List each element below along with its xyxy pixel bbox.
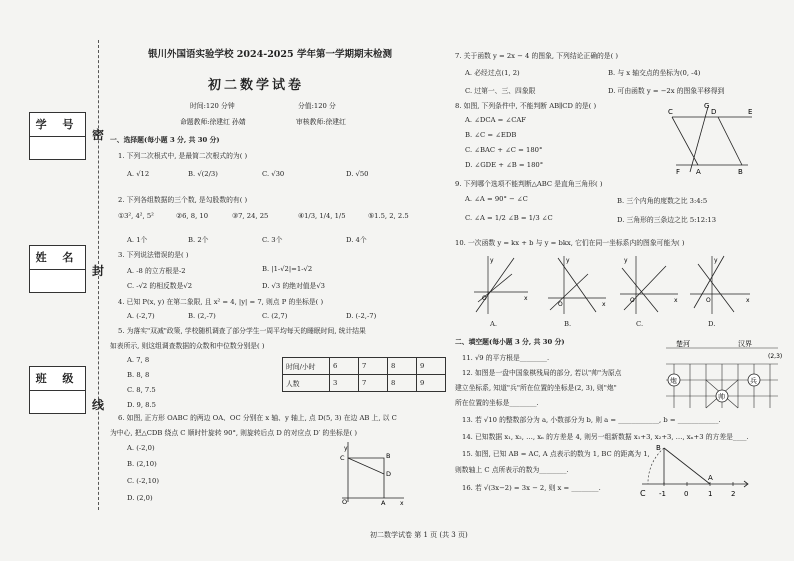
chess-bing: 兵: [750, 377, 757, 385]
q5: 5. 为落实"双减"政策, 学校随机调查了部分学生一周平均每天的睡眠时间, 统计结果: [118, 327, 366, 335]
q2: 2. 下列各组数据的三个数, 是勾股数的有( ): [118, 196, 248, 204]
svg-text:x: x: [674, 297, 678, 304]
q6-opt-b: B. (2,10): [127, 460, 157, 468]
fig-label-e: E: [748, 108, 753, 116]
numline-1: 1: [708, 490, 713, 498]
student-id-label: 学 号: [30, 113, 85, 137]
section-fill: 二、填空题(每小题 3 分, 共 30 分): [455, 338, 565, 346]
q15-cont: 则数轴上 C 点所表示的数为________.: [455, 466, 569, 474]
q4: 4. 已知 P(x, y) 在第二象限, 且 x² = 4, |y| = 7, 则点 P 的坐标是( ): [118, 298, 324, 306]
svg-text:D: D: [386, 470, 392, 478]
q2-opt-b: B. 2个: [188, 236, 209, 244]
q2-opt-d: D. 4个: [346, 236, 367, 244]
seal-char-mi: 密: [92, 128, 105, 142]
q1-opt-b: B. √(2/3): [188, 170, 218, 178]
q4-opt-d: D. (-2,-7): [346, 312, 377, 320]
q3-opt-d: D. √3 的绝对值是√3: [262, 282, 325, 290]
table-cell: 9: [417, 375, 446, 392]
table-row: [283, 358, 446, 375]
svg-text:C: C: [340, 454, 345, 462]
svg-text:x: x: [746, 297, 750, 304]
svg-text:y: y: [344, 445, 348, 452]
q2-opt-c: C. 3个: [262, 236, 283, 244]
q13: 13. 若 √10 的整数部分为 a, 小数部分为 b, 则 a = ____________, b = ____________.: [462, 416, 721, 424]
q9-opt-c: C. ∠A = 1/2 ∠B = 1/3 ∠C: [465, 214, 553, 222]
numline-b: B: [656, 444, 661, 452]
svg-text:x: x: [400, 500, 404, 507]
q5-cont: 如表所示, 则这组调查数据的众数和中位数分别是( ): [110, 342, 265, 350]
q12-cont2: 所在位置的坐标是________.: [455, 399, 539, 407]
q10-graph-a: [474, 256, 528, 314]
q1-opt-c: C. √30: [262, 170, 285, 178]
q1: 1. 下列二次根式中, 是最简二次根式的为( ): [118, 152, 248, 160]
svg-text:O: O: [630, 297, 635, 304]
table-cell: 7: [359, 375, 388, 392]
q5-opt-b: B. 8, 8: [127, 371, 150, 379]
q8-opt-c: C. ∠BAC + ∠C = 180°: [465, 146, 543, 154]
numline-2: 2: [731, 490, 736, 498]
q4-opt-a: A. (-2,7): [127, 312, 155, 320]
reviewer: 审核教师:徐建红: [296, 118, 346, 126]
section-choice: 一、选择题(每小题 3 分, 共 30 分): [110, 136, 220, 144]
q3-opt-b: B. |1-√2|=1-√2: [262, 265, 313, 273]
q1-opt-a: A. √12: [127, 170, 150, 178]
table-cell: 8: [388, 358, 417, 375]
q9: 9. 下列哪个选项不能判断△ABC 是直角三角形( ): [455, 180, 603, 188]
q6-figure: [336, 440, 408, 506]
chess-shuai: 帅: [718, 393, 725, 401]
svg-text:y: y: [490, 257, 494, 264]
q4-opt-c: C. (2,7): [262, 312, 288, 320]
chess-chu-label: 楚河: [676, 340, 690, 348]
table-cell: 时间/小时: [283, 358, 330, 375]
q2-item-2: ②6, 8, 10: [176, 212, 209, 220]
q10-label-a: A.: [490, 320, 498, 328]
q3-opt-a: A. -8 的立方根是-2: [127, 267, 186, 275]
q10-graph-c: [620, 256, 678, 314]
numline-0: 0: [684, 490, 689, 498]
q5-opt-d: D. 9, 8.5: [127, 401, 156, 409]
seal-char-feng: 封: [92, 264, 105, 278]
q3-opt-c: C. -√2 的相反数是√2: [127, 282, 193, 290]
q8-figure: [668, 100, 756, 176]
q11: 11. √9 的平方根是________.: [462, 354, 550, 362]
student-id-box: [29, 112, 86, 160]
fig-label-f: F: [676, 168, 681, 176]
table-cell: 人数: [283, 375, 330, 392]
q6-opt-d: D. (2,0): [127, 494, 153, 502]
numline-c: C: [640, 489, 646, 498]
table-cell: 7: [359, 358, 388, 375]
fig-label-d: D: [711, 108, 717, 116]
q6-opt-a: A. (-2,0): [127, 444, 155, 452]
q3: 3. 下列说法错误的是( ): [118, 251, 189, 259]
q2-item-5: ⑤1.5, 2, 2.5: [368, 212, 409, 220]
fig-label-a: A: [696, 168, 701, 176]
exam-title: 初二数学试卷: [208, 78, 305, 93]
student-name-label: 姓 名: [30, 246, 85, 270]
number-line-figure: [636, 440, 754, 498]
chess-pao: 炮: [670, 377, 677, 385]
q7: 7. 关于函数 y = 2x − 4 的图象, 下列结论正确的是( ): [455, 52, 619, 60]
q9-opt-b: B. 三个内角的度数之比 3:4:5: [617, 197, 708, 205]
q2-item-1: ①3², 4², 5²: [118, 212, 154, 220]
q6-cont: 为中心, 把△CDB 绕点 C 顺时针旋转 90°, 则旋转后点 D 的对应点 D′ 的坐标是( ): [110, 429, 358, 437]
svg-text:O: O: [482, 295, 487, 302]
svg-text:y: y: [624, 257, 628, 264]
q6: 6. 如图, 正方形 OABC 的两边 OA、OC 分别在 x 轴、y 轴上, 点 D(5, 3) 在边 AB 上, 以 C: [118, 414, 397, 422]
school-title: 银川外国语实验学校 2024-2025 学年第一学期期末检测: [148, 49, 392, 60]
exam-score: 分值:120 分: [298, 102, 336, 110]
q10: 10. 一次函数 y = kx + b 与 y = bkx, 它们在同一坐标系内的图象可能为( ): [455, 239, 685, 247]
q7-opt-a: A. 必经过点(1, 2): [465, 69, 520, 77]
class-box: [29, 366, 86, 414]
table-cell: 8: [388, 375, 417, 392]
table-cell: 6: [330, 358, 359, 375]
q10-label-c: C.: [636, 320, 644, 328]
q5-opt-a: A. 7, 8: [127, 356, 150, 364]
page-footer: 初二数学试卷 第 1 页 (共 3 页): [370, 531, 468, 539]
q12: 12. 如图是一盘中国象棋残局的部分, 若以"帅"为原点: [462, 369, 622, 377]
q12-cont1: 建立坐标系, 知道"兵"所在位置的坐标是(2, 3), 则"炮": [455, 384, 617, 392]
class-label: 班 级: [30, 367, 85, 391]
q16: 16. 若 √(3x−2) = 3x − 2, 则 x = ________.: [462, 484, 601, 492]
numline-a: A: [708, 474, 713, 482]
author: 命题教师:徐建红 孙婧: [180, 118, 246, 126]
q10-graphs: [472, 254, 772, 316]
svg-text:y: y: [714, 257, 718, 264]
q9-opt-a: A. ∠A = 90° − ∠C: [465, 195, 528, 203]
svg-text:x: x: [602, 301, 606, 308]
q5-opt-c: C. 8, 7.5: [127, 386, 156, 394]
svg-text:y: y: [566, 257, 570, 264]
table-cell: 9: [417, 358, 446, 375]
svg-text:O: O: [558, 301, 563, 308]
fig-label-c: C: [668, 108, 673, 116]
q2-item-3: ③7, 24, 25: [232, 212, 269, 220]
q2-opt-a: A. 1个: [127, 236, 148, 244]
svg-text:x: x: [524, 295, 528, 302]
q15: 15. 如图, 已知 AB = AC, A 点表示的数为 1, BC 的距离为 1,: [462, 450, 650, 458]
q8-opt-d: D. ∠GDE + ∠B = 180°: [465, 161, 544, 169]
svg-text:O: O: [706, 297, 711, 304]
q1-opt-d: D. √50: [346, 170, 369, 178]
fig-label-b: B: [738, 168, 743, 176]
q8-opt-b: B. ∠C = ∠EDB: [465, 131, 517, 139]
q10-graph-d: [690, 256, 750, 314]
q5-data-table: [282, 357, 446, 392]
exam-time: 时间:120 分钟: [190, 102, 235, 110]
q7-opt-d: D. 可由函数 y = −2x 的图象平移得到: [608, 87, 725, 95]
q10-graph-b: [548, 256, 606, 314]
q7-opt-b: B. 与 x 轴交点的坐标为(0, -4): [608, 69, 701, 77]
table-row: [283, 375, 446, 392]
q14: 14. 已知数据 x₁, x₂, …, xₙ 的方差是 4, 则另一组新数据 x₁+3, x₂+3, …, xₙ+3 的方差是____.: [462, 433, 749, 441]
q8-opt-a: A. ∠DCA = ∠CAF: [465, 116, 527, 124]
q9-opt-d: D. 三角形的三条边之比 5:12:13: [617, 216, 717, 224]
svg-text:O: O: [342, 498, 348, 506]
chess-han-label: 汉界: [738, 340, 752, 348]
svg-text:A: A: [381, 499, 386, 507]
fig-label-g: G: [704, 102, 710, 110]
numline-neg1: -1: [659, 490, 666, 498]
q6-opt-c: C. (-2,10): [127, 477, 160, 485]
chess-board: [664, 338, 783, 410]
seal-char-xian: 线: [92, 398, 105, 412]
q8: 8. 如图, 下列条件中, 不能判断 AB∥CD 的是( ): [455, 102, 597, 110]
q2-item-4: ④1/3, 1/4, 1/5: [298, 212, 346, 220]
svg-text:(2,3): (2,3): [768, 353, 783, 360]
table-cell: 3: [330, 375, 359, 392]
svg-text:B: B: [386, 452, 391, 460]
q4-opt-b: B. (2,-7): [188, 312, 216, 320]
q7-opt-c: C. 过第一、三、四象限: [465, 87, 536, 95]
student-name-box: [29, 245, 86, 293]
q10-label-d: D.: [708, 320, 716, 328]
q10-label-b: B.: [564, 320, 572, 328]
